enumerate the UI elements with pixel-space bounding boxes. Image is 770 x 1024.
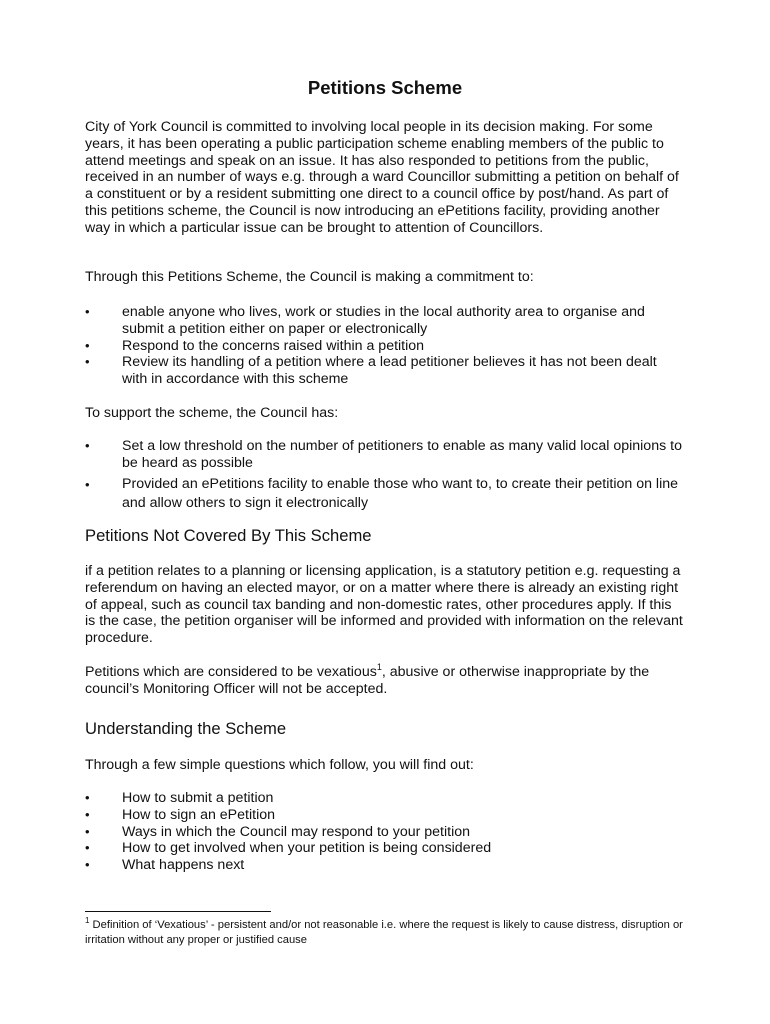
intro-paragraph: City of York Council is committed to involving local people in its decision making. For some years, it has been operating a public participation scheme enabling members of the public to attend meetings and speak on an issue. It has also responded to petitions from the public, received in an number of ways e.g. through a ward Councillor submitting a petition on behalf of a constituent or by a resident submitting one direct to a council office by post/hand. As part of this petitions scheme, the Council is now introducing an ePetitions facility, providing another way in which a particular issue can be brought to attention of Councillors. (85, 119, 679, 236)
vexatious-text-end: , abusive or otherwise inappropriate by the council’s Monitoring Officer will not be accepted. (85, 664, 650, 697)
list-item: • enable anyone who lives, work or studies in the local authority area to organise and submit a petition either on paper or electronically (85, 304, 685, 338)
understanding-lead: Through a few simple questions which follow, you will find out: (85, 757, 474, 773)
list-item: • Review its handling of a petition where a lead petitioner believes it has not been dealt with in accordance with this scheme (85, 354, 685, 388)
list-item: • Ways in which the Council may respond to your petition (85, 824, 685, 841)
commitment-lead: Through this Petitions Scheme, the Council is making a commitment to: (85, 269, 534, 285)
list-item: • Provided an ePetitions facility to enable those who want to, to create their petition on line and allow others to sign it electronically (85, 475, 685, 514)
list-item: • What happens next (85, 857, 685, 874)
understanding-list (85, 790, 685, 874)
not-covered-paragraph: if a petition relates to a planning or licensing application, is a statutory petition e.g. requesting a referendum on having an elected mayor, or on a matter where there is already an existing right of appeal, such as council tax banding and non-domestic rates, other procedures apply. If this is the case, the petition organiser will be informed and provided with information on the relevant procedure. (85, 563, 683, 647)
support-list (85, 438, 685, 514)
page-title: Petitions Scheme (307, 77, 463, 98)
section-heading-not-covered: Petitions Not Covered By This Scheme (85, 526, 372, 545)
commitment-list (85, 304, 685, 388)
list-item: • Respond to the concerns raised within a petition (85, 338, 685, 355)
list-item: • How to get involved when your petition is being considered (85, 840, 685, 857)
footnote-marker: 1 (85, 916, 90, 925)
vexatious-paragraph (85, 664, 685, 698)
footnote-reference: 1 (376, 662, 382, 672)
vexatious-text-start: Petitions which are considered to be vexatious (85, 664, 377, 680)
list-item: • How to submit a petition (85, 790, 685, 807)
section-heading-understanding: Understanding the Scheme (85, 719, 287, 738)
footnote (85, 918, 685, 947)
support-lead: To support the scheme, the Council has: (85, 405, 339, 421)
footnote-divider (85, 911, 271, 912)
footnote-text: Definition of ‘Vexatious’ - persistent and/or not reasonable i.e. where the request is likely to cause distress, disruption or irritation without any proper or justified cause (85, 919, 683, 946)
list-item: • How to sign an ePetition (85, 807, 685, 824)
list-item: • Set a low threshold on the number of petitioners to enable as many valid local opinions to be heard as possible (85, 438, 685, 472)
